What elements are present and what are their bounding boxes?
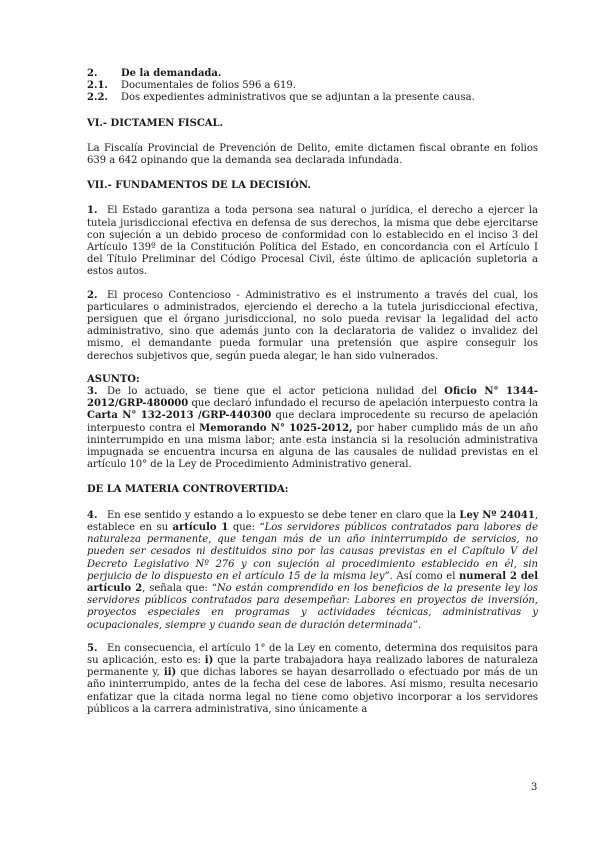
paragraph-1 xyxy=(87,205,538,278)
paragraph-number: 3. xyxy=(87,386,98,398)
text-run: ”. Así como el xyxy=(384,570,460,582)
text-run: , señala que: “ xyxy=(142,582,217,594)
item-text: Dos expedientes administrativos que se adjuntan a la presente causa. xyxy=(121,92,475,104)
asunto-heading: ASUNTO: xyxy=(87,373,140,385)
ley-reference: Ley Nº 24041 xyxy=(459,509,535,521)
text-run: por haber cumplido más de un año ininterrumpido en una misma labor; ante esta instancia si la resolución administrativa impugnada se encuentra incursa en alguna de las causales de nulidad previstas en el artículo 10° de la Ley de Procedimiento Administrativo general. xyxy=(87,422,538,471)
paragraph-number: 2. xyxy=(87,289,98,301)
section-vi-text: La Fiscalía Provincial de Prevención de Delito, emite dictamen fiscal obrante en folios 639 a 642 opinando que la demanda sea declarada infundada. xyxy=(87,142,538,167)
paragraph-text: El proceso Contencioso - Administrativo es el instrumento a través del cual, los particulares o administrados, ejerciendo el derecho a la tutela jurisdiccional efectiva, persiguen que el órgano jurisdiccional, no solo pueda revisar la legalidad del acto administrativo, sino que además junto con la declaratoria de validez o invalidez del mismo, el demandante pueda formular una pretensión que aspire conseguir los derechos subjetivos que, según pueda alegar, le han sido vulnerados. xyxy=(87,289,538,362)
demanda-number: 2. xyxy=(87,68,98,79)
text-run: En consecuencia, el artículo 1° de la Ley en comento, determina dos requisitos para su aplicación, esto es: xyxy=(87,642,538,666)
paragraph-3 xyxy=(87,386,538,471)
text-run: ”. xyxy=(412,619,422,631)
quoted-law-text: No están comprendido en los beneficios de la presente ley los servidores públicos contratados para desempeñar: Labores en proyectos de inversión, proyectos especiales en programas y actividades técnicas, administrativas y ocupacionales, siempre y cuando sean de duración determinada xyxy=(87,582,538,631)
section-vi-heading: VI.- DICTAMEN FISCAL. xyxy=(87,117,224,129)
quoted-law-text: Los servidores públicos contratados para labores de naturaleza permanente, que tengan más de un año ininterrumpido de servicios, no pueden ser cesados ni destituidos sino por las causas previstas en el Capítulo V del Decreto Legislativo Nº 276 y con sujeción al procedimiento establecido en él, sin perjuicio de lo dispuesto en el artículo 15 de la misma ley xyxy=(87,521,538,582)
section-vii-heading: VII.- FUNDAMENTOS DE LA DECISIÓN. xyxy=(87,180,311,192)
page-content xyxy=(87,68,538,716)
text-run: que declara improcedente su recurso de apelación interpuesto contra el xyxy=(87,410,538,434)
materia-heading: DE LA MATERIA CONTROVERTIDA: xyxy=(87,484,289,496)
paragraph-5 xyxy=(87,643,538,716)
demanda-heading xyxy=(87,68,538,80)
paragraph-2 xyxy=(87,290,538,363)
carta-reference: Carta N° 132-2013 /GRP-440300 xyxy=(87,410,272,422)
text-run: que: “ xyxy=(228,521,265,533)
requirement-marker: i) xyxy=(204,654,214,666)
demanda-item xyxy=(87,92,538,104)
item-text: Documentales de folios 596 a 619. xyxy=(121,80,296,92)
paragraph-text: El Estado garantiza a toda persona sea natural o jurídica, el derecho a ejercer la tutela jurisdiccional efectiva en defensa de sus derechos, la misma que debe ejercitarse con sujeción a un debido proceso de conformidad con lo establecido en el inciso 3 del Artículo 139º de la Constitución Política del Estado, en concordancia con el Artículo I del Título Preliminar del Código Procesal Civil, éste último de aplicación supletoria a estos autos. xyxy=(87,205,538,278)
paragraph-number: 5. xyxy=(87,642,98,654)
oficio-reference: Oficio N° 1344-2012/GRP-480000 xyxy=(87,386,539,410)
paragraph-number: 4. xyxy=(87,509,98,521)
memorando-reference: Memorando N° 1025-2012, xyxy=(199,422,353,434)
page-number: 3 xyxy=(531,782,538,793)
text-run: que la parte trabajadora haya realizado labores de naturaleza permanente y, xyxy=(87,654,538,679)
demanda-item xyxy=(87,80,538,92)
text-run: que dichas labores se hayan desarrollado o efectuado por más de un año ininterrumpido, antes de la fecha del cese de labores. Así mismo, resulta necesario enfatizar que la citada norma legal no tiene como objetivo incorporar a los servidores públicos a la carrera administrativa, sino únicamente a xyxy=(87,667,539,715)
demanda-title: De la demandada. xyxy=(121,68,222,79)
text-run: , establece en su xyxy=(87,509,538,533)
item-number: 2.1. xyxy=(87,80,108,92)
text-run: que declaró infundado el recurso de apelación interpuesto contra la xyxy=(188,398,538,410)
text-run: En ese sentido y estando a lo expuesto se debe tener en claro que la xyxy=(107,509,460,521)
numeral-reference: numeral 2 del artículo 2 xyxy=(87,570,538,594)
articulo-reference: artículo 1 xyxy=(172,521,229,533)
text-run: De lo actuado, se tiene que el actor peticiona nulidad del xyxy=(107,386,445,398)
requirement-marker: ii) xyxy=(163,667,177,679)
paragraph-4 xyxy=(87,510,538,632)
item-number: 2.2. xyxy=(87,92,108,104)
paragraph-number: 1. xyxy=(87,205,98,217)
